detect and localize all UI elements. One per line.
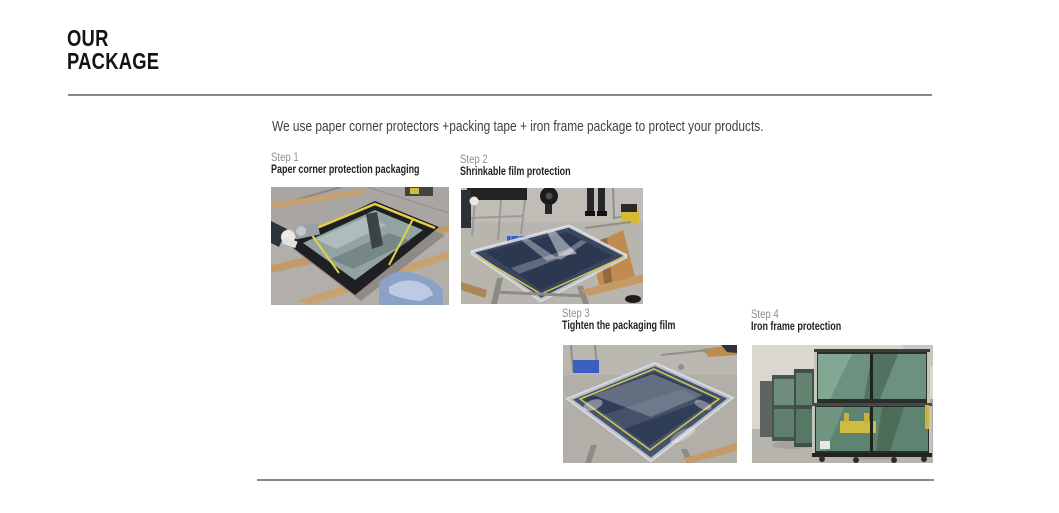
step-2-label: Step 2 bbox=[460, 152, 488, 166]
top-divider bbox=[68, 94, 932, 96]
step-4-photo bbox=[752, 345, 933, 463]
step-2-caption: Shrinkable film protection bbox=[460, 166, 571, 178]
step-1-label: Step 1 bbox=[271, 150, 299, 164]
intro-text: We use paper corner protectors +packing tape + iron frame package to protect your products. bbox=[272, 119, 764, 135]
shrinkable-film-protection-photo-illustration bbox=[461, 188, 643, 304]
step-2-section bbox=[460, 153, 602, 178]
step-1-section bbox=[271, 151, 461, 176]
page-title-line-2: PACKAGE bbox=[67, 47, 160, 74]
step-1-photo bbox=[271, 187, 449, 305]
step-3-photo bbox=[563, 345, 737, 463]
step-4-section bbox=[751, 308, 867, 333]
step-4-caption: Iron frame protection bbox=[751, 321, 842, 333]
step-1-caption: Paper corner protection packaging bbox=[271, 164, 420, 176]
page-title-line-1: OUR bbox=[67, 25, 109, 51]
step-2-photo bbox=[461, 188, 643, 304]
tighten-packaging-film-photo-illustration bbox=[563, 345, 737, 463]
page-title bbox=[67, 27, 159, 72]
step-3-section bbox=[562, 307, 707, 332]
step-3-caption: Tighten the packaging film bbox=[562, 320, 676, 332]
bottom-divider bbox=[257, 479, 934, 481]
paper-corner-protection-photo-illustration bbox=[271, 187, 449, 305]
step-3-label: Step 3 bbox=[562, 306, 590, 320]
iron-frame-protection-photo-illustration bbox=[752, 345, 933, 463]
step-4-label: Step 4 bbox=[751, 307, 779, 321]
